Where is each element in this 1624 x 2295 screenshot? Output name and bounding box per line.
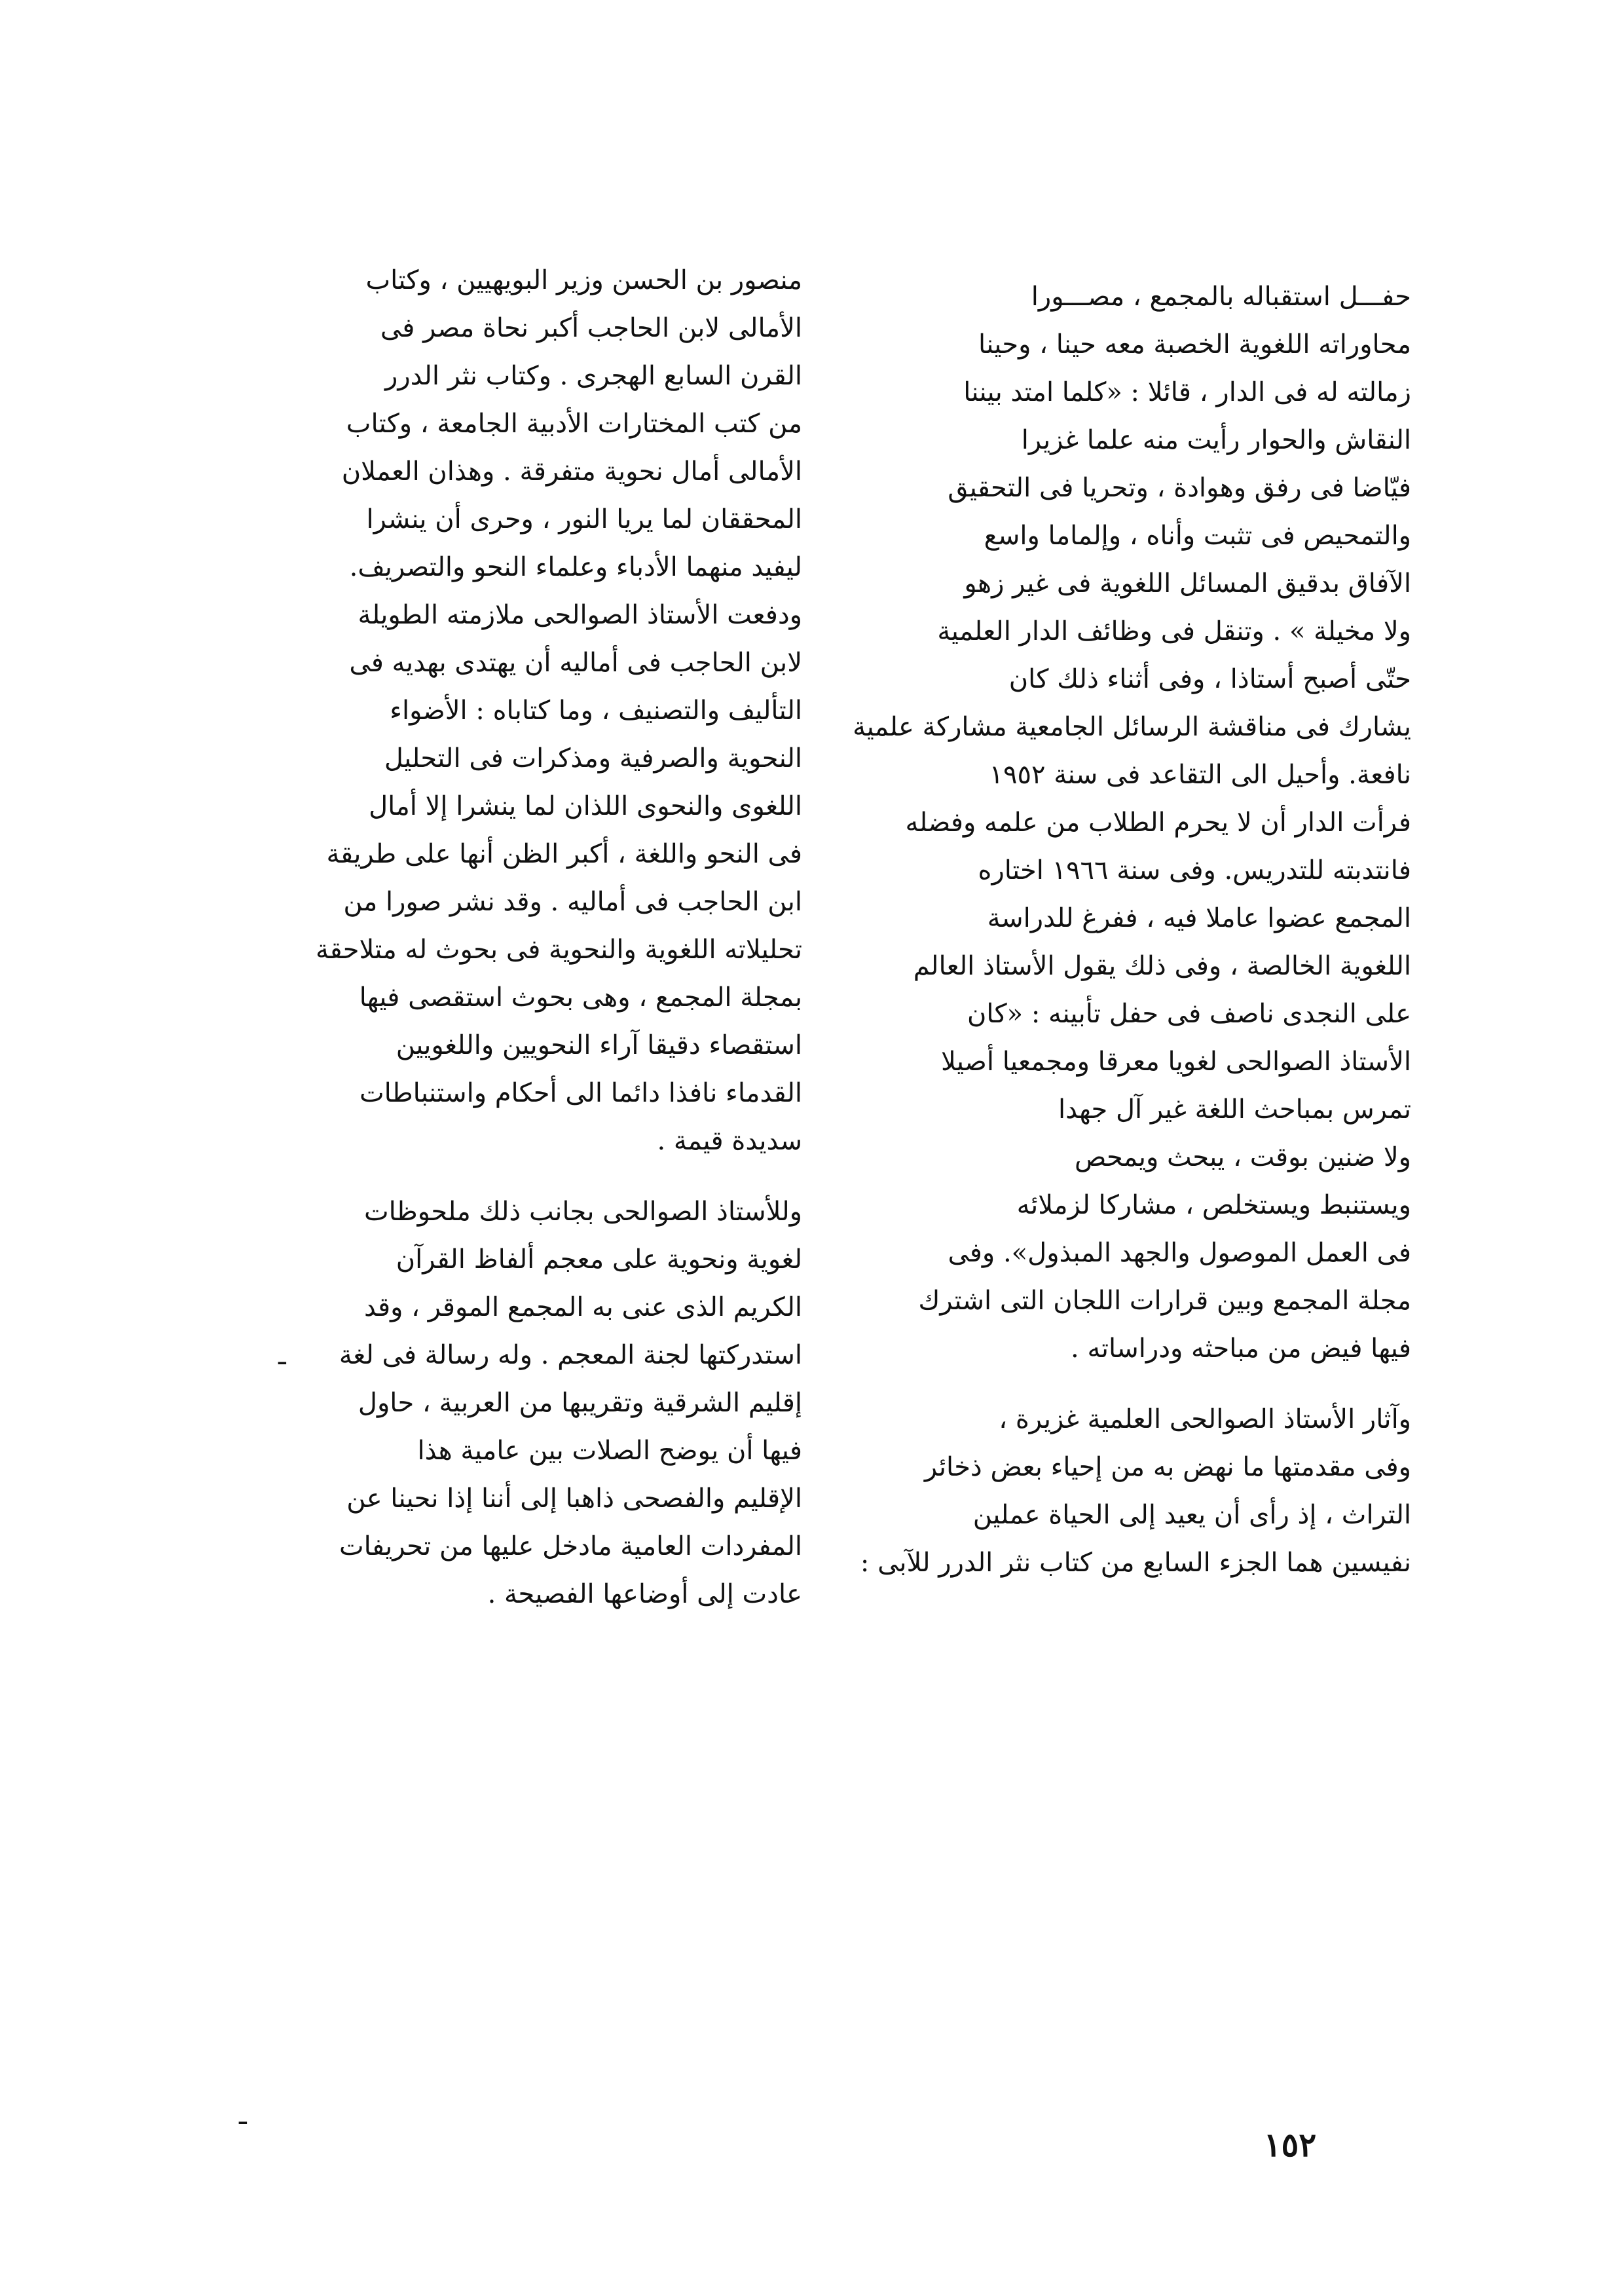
text-line: التأليف والتصنيف ، وما كتاباه : الأضواء xyxy=(390,696,802,726)
left-paragraph-2 xyxy=(246,1193,802,1624)
text-line: التراث ، إذ رأى أن يعيد إلى الحياة عملين xyxy=(972,1500,1411,1530)
left-paragraph-1 xyxy=(246,262,802,1170)
text-line: استدركتها لجنة المعجم . وله رسالة فى لغة xyxy=(339,1340,802,1370)
text-line: تحليلاته اللغوية والنحوية فى بحوث له متلاحقة xyxy=(316,935,802,965)
text-line: عادت إلى أوضاعها الفصيحة . xyxy=(487,1579,802,1609)
section-mark: ـ xyxy=(239,2100,247,2131)
text-line: فى العمل الموصول والجهد المبذول». وفى xyxy=(948,1238,1411,1268)
text-line: ولا مخيلة » . وتنقل فى وظائف الدار العلمية xyxy=(937,616,1411,646)
right-column xyxy=(848,278,1411,1592)
left-column xyxy=(246,262,802,1624)
text-line: والتمحيص فى تثبت وأناه ، وإلماما واسع xyxy=(984,521,1411,551)
text-line: ابن الحاجب فى أماليه . وقد نشر صورا من xyxy=(343,887,802,917)
text-line: فيها أن يوضح الصلات بين عامية هذا xyxy=(417,1436,802,1466)
text-line: من كتب المختارات الأدبية الجامعة ، وكتاب xyxy=(346,409,802,439)
text-line: يشارك فى مناقشة الرسائل الجامعية مشاركة علمية xyxy=(853,712,1411,742)
paragraph-gap xyxy=(246,1170,802,1193)
text-line: منصور بن الحسن وزير البويهيين ، وكتاب xyxy=(365,265,802,295)
text-line: النقاش والحوار رأيت منه علما غزيرا xyxy=(1021,425,1411,455)
text-line: على النجدى ناصف فى حفل تأبينه : «كان xyxy=(967,999,1411,1029)
text-line: سديدة قيمة . xyxy=(657,1126,802,1156)
text-line: المحققان لما يريا النور ، وحرى أن ينشرا xyxy=(366,504,802,534)
text-line: القرن السابع الهجرى . وكتاب نثر الدرر xyxy=(385,361,802,391)
text-line: القدماء نافذا دائما الى أحكام واستنباطات xyxy=(360,1078,802,1108)
text-line: ودفعت الأستاذ الصوالحى ملازمته الطويلة xyxy=(358,600,802,630)
text-line: الأستاذ الصوالحى لغويا معرقا ومجمعيا أصيلا xyxy=(940,1047,1411,1077)
text-line: استقصاء دقيقا آراء النحويين واللغويين xyxy=(396,1030,802,1060)
text-line: ولا ضنين بوقت ، يبحث ويمحص xyxy=(1074,1142,1411,1172)
text-line: مجلة المجمع وبين قرارات اللجان التى اشترك xyxy=(918,1286,1411,1316)
text-line: محاوراته اللغوية الخصبة معه حينا ، وحينا xyxy=(978,329,1411,360)
text-line: اللغوى والنحوى اللذان لما ينشرا إلا أمال xyxy=(369,791,802,821)
text-line: الأمالى أمال نحوية متفرقة . وهذان العملان xyxy=(341,457,802,487)
text-line: المجمع عضوا عاملا فيه ، ففرغ للدراسة xyxy=(987,903,1411,933)
text-line: الأمالى لابن الحاجب أكبر نحاة مصر فى xyxy=(380,313,802,343)
text-line: فيّاضا فى رفق وهوادة ، وتحريا فى التحقيق xyxy=(948,473,1411,503)
text-line: الإقليم والفصحى ذاهبا إلى أننا إذا نحينا عن xyxy=(346,1483,802,1514)
text-line: وفى مقدمتها ما نهض به من إحياء بعض ذخائر xyxy=(924,1452,1411,1482)
text-line: فى النحو واللغة ، أكبر الظن أنها على طريقة xyxy=(326,839,802,869)
text-line: ليفيد منهما الأدباء وعلماء النحو والتصريف. xyxy=(349,552,802,582)
text-line: نفيسين هما الجزء السابع من كتاب نثر الدرر للآبى : xyxy=(860,1548,1411,1578)
right-paragraph-1 xyxy=(848,278,1411,1378)
text-line: زمالته له فى الدار ، قائلا : «كلما امتد بيننا xyxy=(963,377,1411,407)
text-line: تمرس بمباحث اللغة غير آل جهدا xyxy=(1058,1094,1411,1125)
text-line: المفردات العامية مادخل عليها من تحريفات xyxy=(339,1531,802,1561)
paragraph-gap xyxy=(848,1378,1411,1401)
text-line: لغوية ونحوية على معجم ألفاظ القرآن xyxy=(396,1244,802,1275)
text-line: الكريم الذى عنى به المجمع الموقر ، وقد xyxy=(364,1292,802,1322)
text-line: فيها فيض من مباحثه ودراساته . xyxy=(1071,1334,1411,1364)
text-line: ويستنبط ويستخلص ، مشاركا لزملائه xyxy=(1016,1190,1411,1220)
text-line: وآثار الأستاذ الصوالحى العلمية غزيرة ، xyxy=(999,1404,1411,1434)
text-line: وللأستاذ الصوالحى بجانب ذلك ملحوظات xyxy=(363,1197,802,1227)
text-line: اللغوية الخالصة ، وفى ذلك يقول الأستاذ العالم xyxy=(913,951,1411,981)
text-line: لابن الحاجب فى أماليه أن يهتدى بهديه فى xyxy=(349,648,802,678)
page-number: ١٥٢ xyxy=(1263,2125,1317,2164)
text-line: فرأت الدار أن لا يحرم الطلاب من علمه وفضله xyxy=(905,808,1411,838)
text-line: نافعة. وأحيل الى التقاعد فى سنة ١٩٥٢ xyxy=(989,760,1411,790)
section-mark: ـ xyxy=(278,1341,286,1371)
text-line: الآفاق بدقيق المسائل اللغوية فى غير زهو xyxy=(964,569,1411,599)
text-line: حفـــل استقباله بالمجمع ، مصـــورا xyxy=(1031,282,1411,312)
text-line: حتّى أصبح أستاذا ، وفى أثناء ذلك كان xyxy=(1008,664,1411,694)
right-paragraph-2 xyxy=(848,1401,1411,1592)
text-line: إقليم الشرقية وتقريبها من العربية ، حاول xyxy=(358,1388,802,1418)
text-line: بمجلة المجمع ، وهى بحوث استقصى فيها xyxy=(359,982,802,1013)
text-line: النحوية والصرفية ومذكرات فى التحليل xyxy=(384,743,802,774)
text-line: فانتدبته للتدريس. وفى سنة ١٩٦٦ اختاره xyxy=(978,855,1411,886)
